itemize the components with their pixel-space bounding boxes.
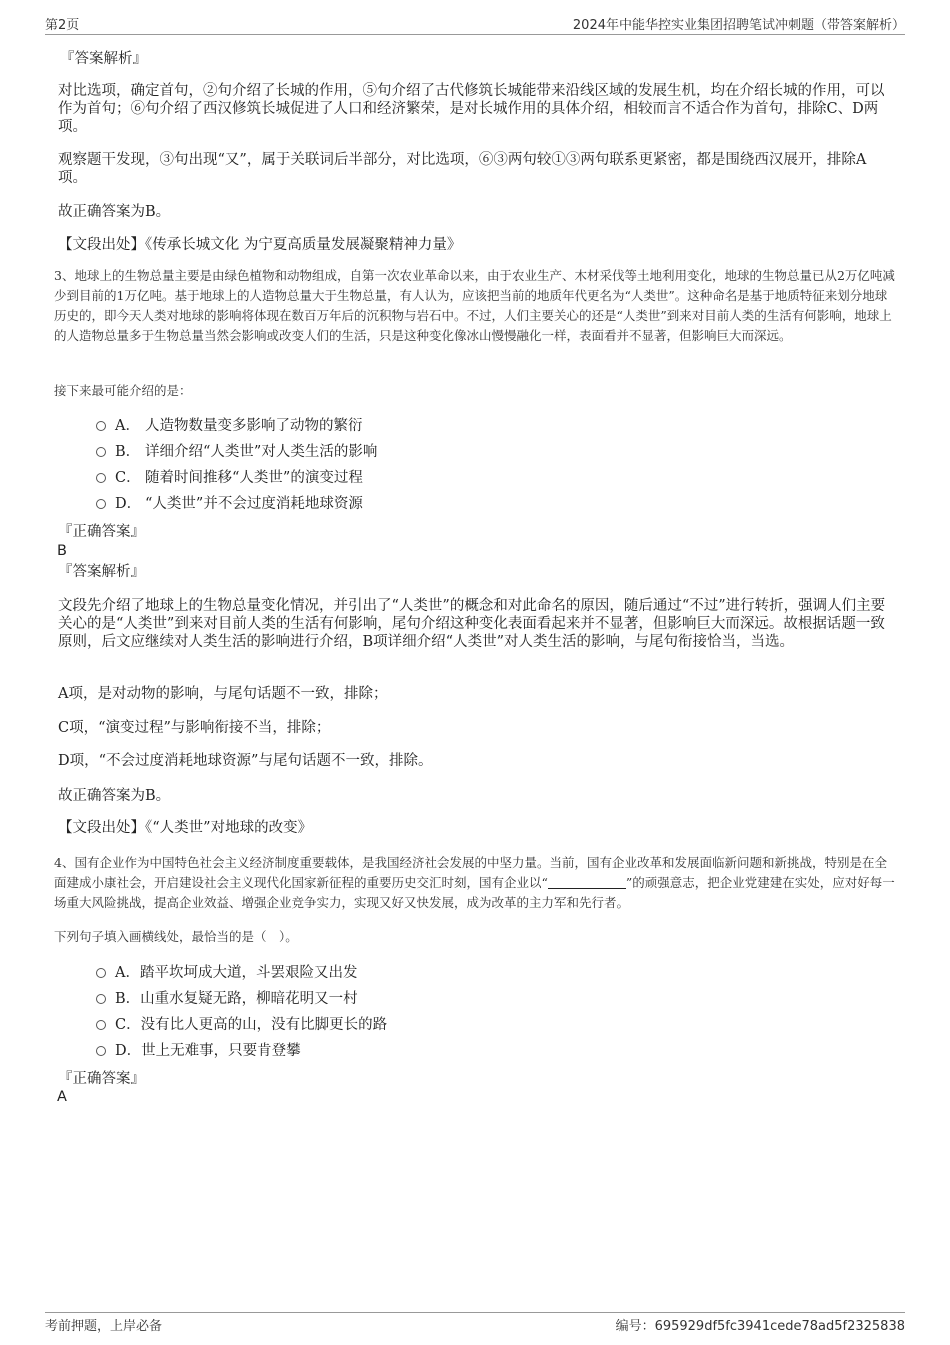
radio-icon[interactable] bbox=[96, 447, 106, 457]
q3-option-b[interactable]: B． 详细介绍“人类世”对人类生活的影响 bbox=[96, 443, 377, 461]
q4-option-d[interactable]: D．世上无难事，只要肯登攀 bbox=[96, 1042, 301, 1060]
q3-analysis-label: 『答案解析』 bbox=[58, 564, 145, 580]
q3-option-c[interactable]: C． 随着时间推移“人类世”的演变过程 bbox=[96, 469, 363, 487]
radio-icon[interactable] bbox=[96, 1046, 106, 1056]
q4-option-c[interactable]: C．没有比人更高的山，没有比脚更长的路 bbox=[96, 1016, 387, 1034]
q4-prompt: 下列句子填入画横线处，最恰当的是（ ）。 bbox=[54, 929, 298, 944]
q4-option-b[interactable]: B．山重水复疑无路，柳暗花明又一村 bbox=[96, 990, 358, 1008]
q2-conclusion: 故正确答案为B。 bbox=[58, 204, 171, 220]
page-number: 第2页 bbox=[45, 18, 80, 33]
q4-stem: 4、国有企业作为中国特色社会主义经济制度重要载体，是我国经济社会发展的中坚力量。当前，国有企业改革和发展面临新问题和新挑战，特别是在全面建成小康社会，开启建设社会主义现代化国家新征程的重要历史交汇时刻，国有企业以“ ”的顽强意志，把企业党建建在实处，应对好每一场重大风险挑战，提高企业效益、增强企业竞争实力，实现又好又快发展，成为改革的主力军和先行者。 bbox=[54, 855, 895, 910]
page-header bbox=[45, 14, 905, 35]
q2-analysis-label: 『答案解析』 bbox=[60, 51, 147, 67]
q3-conclusion: 故正确答案为B。 bbox=[58, 788, 171, 804]
footer-serial: 编号：695929df5fc3941cede78ad5f2325838 bbox=[615, 1319, 905, 1334]
q4-correct-label: 『正确答案』 bbox=[58, 1071, 145, 1087]
q3-correct-answer: B bbox=[57, 543, 67, 559]
q3-analysis-para3: C项，“演变过程”与影响衔接不当，排除； bbox=[58, 720, 331, 736]
q4-option-a[interactable]: A．踏平坎坷成大道，斗罢艰险又出发 bbox=[96, 964, 357, 982]
radio-icon[interactable] bbox=[96, 1020, 106, 1030]
footer-slogan: 考前押题，上岸必备 bbox=[45, 1319, 163, 1334]
q3-correct-label: 『正确答案』 bbox=[58, 524, 145, 540]
q3-analysis-para4: D项，“不会过度消耗地球资源”与尾句话题不一致，排除。 bbox=[58, 753, 433, 769]
q3-option-d[interactable]: D． “人类世”并不会过度消耗地球资源 bbox=[96, 495, 363, 513]
document-title: 2024年中能华控实业集团招聘笔试冲刺题（带答案解析） bbox=[572, 18, 905, 33]
radio-icon[interactable] bbox=[96, 473, 106, 483]
q2-analysis-para1: 对比选项，确定首句，②句介绍了长城的作用，⑤句介绍了古代修筑长城能带来沿线区域的发展生机，均在介绍长城的作用，可以作为首句；⑥句介绍了西汉修筑长城促进了人口和经济繁荣，是对长城作用的具体介绍，相较而言不适合作为首句，排除C、D两项。 bbox=[58, 83, 885, 135]
radio-icon[interactable] bbox=[96, 421, 106, 431]
radio-icon[interactable] bbox=[96, 499, 106, 509]
fill-blank bbox=[548, 876, 626, 889]
q4-correct-answer: A bbox=[57, 1089, 67, 1105]
q3-analysis-para1: 文段先介绍了地球上的生物总量变化情况，并引出了“人类世”的概念和对此命名的原因，随后通过“不过”进行转折，强调人们主要关心的是“人类世”到来对目前人类的生活有何影响，尾句介绍这种变化表面看起来并不显著，但影响巨大而深远。故根据话题一致原则，后文应继续对人类生活的影响进行介绍，B项详细介绍“人类世”对人类生活的影响，与尾句衔接恰当，当选。 bbox=[58, 598, 886, 650]
q3-option-a[interactable]: A． 人造物数量变多影响了动物的繁衍 bbox=[96, 417, 363, 435]
q3-stem: 3、地球上的生物总量主要是由绿色植物和动物组成，自第一次农业革命以来，由于农业生产、木材采伐等土地利用变化，地球的生物总量已从2万亿吨减少到目前的1万亿吨。基于地球上的人造物总量大于生物总量，有人认为，应该把当前的地质年代更名为“人类世”。这种命名是基于地质特征来划分地球历史的，即今天人类对地球的影响将体现在数百万年后的沉积物与岩石中。不过，人们主要关心的还是“人类世”到来对目前人类的生活有何影响，地球上的人造物总量多于生物总量当然会影响或改变人们的生活，只是这种变化像冰山慢慢融化一样，表面看并不显著，但影响巨大而深远。 bbox=[54, 268, 895, 343]
radio-icon[interactable] bbox=[96, 994, 106, 1004]
q3-analysis-para2: A项，是对动物的影响，与尾句话题不一致，排除； bbox=[58, 686, 388, 702]
q2-analysis-para2: 观察题干发现，③句出现“又”，属于关联词后半部分，对比选项，⑥③两句较①③两句联系更紧密，都是围绕西汉展开，排除A项。 bbox=[58, 152, 867, 186]
page-footer bbox=[45, 1312, 905, 1341]
q3-prompt: 接下来最可能介绍的是： bbox=[54, 383, 192, 398]
q3-source: 【文段出处】《“人类世”对地球的改变》 bbox=[58, 820, 313, 836]
q2-source: 【文段出处】《传承长城文化 为宁夏高质量发展凝聚精神力量》 bbox=[58, 237, 462, 253]
radio-icon[interactable] bbox=[96, 968, 106, 978]
